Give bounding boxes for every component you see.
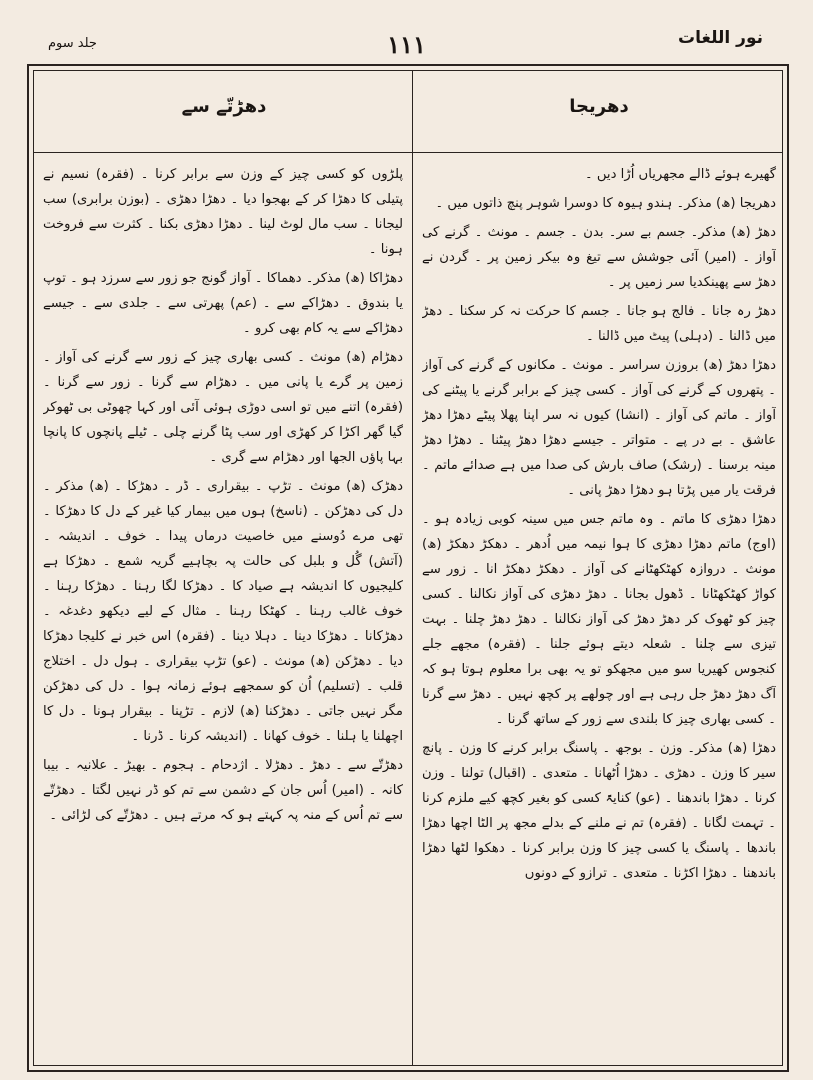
header-rule [33,152,783,153]
running-head [20,8,793,60]
entry-paragraph: دھڑ رہ جانا ۔ فالج ہو جانا ۔ جسم کا حرکت نہ کر سکنا ۔ دھڑ میں ڈالنا ۔ (دہلی) پیٹ میں ڈالنا ۔ [422,304,776,344]
book-title: نور اللغات [678,28,763,48]
entry-paragraph: گھیرے ہوئے ڈالے مجھریاں اُڑا دیں ۔ [584,167,776,182]
entry-paragraph: دھڑا (ھ) مذکر۔ وزن ۔ بوجھ ۔ پاسنگ برابر کرنے کا وزن ۔ پانچ سیر کا وزن ۔ دھڑی ۔ دھڑا اُٹھانا ۔ متعدی ۔ (اقبال) تولنا ۔ وزن کرنا ۔ دھڑا باندھنا ۔ (عو) کنایۃً کسی کو بغیر کچھ کیے ملزم کرنا ۔ تہمت لگانا ۔ (فقرہ) تم نے ملنے کے بدلے مجھ پر الٹا اچھا دھڑا باندھا ۔ پاسنگ یا کسی چیز کا وزن برابر کرنا ۔ دھکوا لٹھا دھڑا باندھنا ۔ دھڑا اکڑنا ۔ متعدی ۔ ترازو کے دونوں [422,741,776,881]
entry-paragraph: دھڑام (ھ) مونث ۔ کسی بھاری چیز کے زور سے گرنے کی آواز ۔ زمین پر گرے یا پانی میں ۔ دھڑام سے گرنا ۔ زور سے گرنا ۔ (فقرہ) اتنے میں تو اسی دوڑی ہوئی آئی اور کہا چھوٹی بی ٹھوکر گیا گھر اکڑا کر کھڑی اور سب پٹا گرنے چلی ۔ ٹیلے پانچوں کا پانچا بہا پاؤں الجھا اور دھڑام سے گری ۔ [43,350,403,465]
column-divider [412,70,413,1066]
entry-paragraph: دھڑا دھڑ (ھ) بروزن سراسر ۔ مونث ۔ مکانوں کے گرنے کی آواز ۔ پتھروں کے گرنے کی آواز ۔ کسی چیز کے برابر گرنے یا پیٹنے کی آواز ۔ ماتم کی آواز ۔ (انشا) کیوں نہ سر اپنا پھلا پیٹے دھڑا دھڑ عاشق ۔ بے در پے ۔ متواتر ۔ جیسے دھڑا دھڑ پیٹنا ۔ دھڑا دھڑ مینہ برسنا ۔ (رشک) صاف بارش کی صدا میں ہے صدائے ماتم ۔ فرقت یار میں پڑتا ہو دھڑا دھڑ پانی ۔ [422,358,776,498]
right-column-catchword: دھریجا [569,96,629,117]
entry-paragraph: دھریجا (ھ) مذکر۔ ہندو ہیوہ کا دوسرا شوہر پنچ ذاتوں میں ۔ [435,196,776,211]
entry-paragraph: دھڑتّے سے ۔ دھڑ ۔ دھڑلا ۔ اژدحام ۔ ہجوم ۔ بھیڑ ۔ علانیہ ۔ بیبا کانہ ۔ (امیر) اُس جان کے دشمن سے تم کو ڈر نہیں لگتا ۔ دھڑتّے سے تم اُس کے منہ پہ کہتے ہو کہ مرتے ہیں ۔ دھڑتّے کی لڑائی ۔ [43,758,403,823]
page-number: ۱۱۱ [387,30,426,59]
left-column-text [43,162,403,1062]
right-column-text [422,162,776,1062]
entry-paragraph: دھڑاکا (ھ) مذکر۔ دھماکا ۔ آواز گونج جو زور سے سرزد ہو ۔ توپ یا بندوق ۔ دھڑاکے سے ۔ (عم) پھرتی سے ۔ جلدی سے ۔ جیسے دھڑاکے سے یہ کام بھی کرو ۔ [43,271,403,336]
volume-label: جلد سوم [48,36,97,51]
entry-paragraph: دھڑک (ھ) مونث ۔ تڑپ ۔ بیقراری ۔ ڈر ۔ دھڑکا ۔ (ھ) مذکر ۔ دل کی دھڑکن ۔ (ناسخ) ہوں میں بیمار کیا غیر کے دل کا دھڑکا ۔ تھی مرے دُوسنے میں خاصیت درماں پیدا ۔ خوف ۔ اندیشہ ۔ (آتش) گُل و بلبل کی حالت پہ بچاہیے گریہ شمع ۔ دھڑکا ہے کلیجیوں کا اندیشہ ہے صیاد کا ۔ دھڑکا لگا رہنا ۔ دھڑکا رہنا ۔ خوف غالب رہنا ۔ کھٹکا رہنا ۔ مثال کے لیے دیکھو دغدغہ ۔ دھڑکانا ۔ دھڑکا دینا ۔ دہلا دینا ۔ (فقرہ) اس خبر نے کلیجا دھڑکا دیا ۔ دھڑکن (ھ) مونث ۔ (عو) تڑپ بیقراری ۔ ہول دل ۔ اختلاج قلب ۔ (تسلیم) اُن کو سمجھے ہوئے زمانہ ہوا ۔ دل کی دھڑکن مگر نہیں جاتی ۔ دھڑکنا (ھ) لازم ۔ تڑپنا ۔ بیقرار ہونا ۔ دل کا اچھلنا یا ہلنا ۔ خوف کھانا ۔ (اندیشہ کرنا ۔ ڈرنا ۔ [43,479,403,744]
entry-paragraph: دھڑا دھڑی کا ماتم ۔ وہ ماتم جس میں سینہ کوبی زیادہ ہو ۔ (اوج) ماتم دھڑا دھڑی کا ہوا نیمہ میں اُدھر ۔ دھکڑ دھکڑ (ھ) مونث ۔ دروازہ کھٹکھٹانے کی آواز ۔ دھکڑ دھکڑ انا ۔ زور سے کواڑ کھٹکھٹانا ۔ ڈھول بجانا ۔ دھڑ دھڑی کی آواز نکالنا ۔ کسی چیز کو ٹھوک کر دھڑ دھڑ کی آواز نکالنا ۔ دھڑ دھڑ چلنا ۔ بہت تیزی سے چلنا ۔ شعلہ دیتے ہوئے جلنا ۔ (فقرہ) مجھے جلے کنجوس کھیریا سو میں مجھکو تو یہ بھی برا معلوم ہوتا ہو کہ آگ دھڑ دھڑ جل رہی ہے اور چولھے پر کچھ نہیں ۔ دھڑ سے گرنا ۔ کسی بھاری چیز کا بلندی سے زور کے ساتھ گرنا ۔ [422,512,776,727]
left-column-catchword: دھڑتّے سے [181,96,267,117]
entry-paragraph: دھڑ (ھ) مذکر۔ جسم بے سر۔ بدن ۔ جسم ۔ مونث ۔ گرنے کی آواز ۔ (امیر) آئی جوشش سے تیغ وہ بیکر زمین پر ۔ گردن نے دھڑ سے پھینکدیا سر زمیں پر ۔ [422,225,776,290]
entry-paragraph: پلڑوں کو کسی چیز کے وزن سے برابر کرنا ۔ (فقرہ) نسیم نے پتیلی کا دھڑا کر کے بھجوا دیا ۔ دھڑا دھڑی ۔ (بوزن برابری) سب لیجانا ۔ سب مال لوٹ لینا ۔ دھڑا دھڑی بکنا ۔ کثرت سے فروخت ہونا ۔ [43,167,403,257]
page-frame [27,64,789,1072]
